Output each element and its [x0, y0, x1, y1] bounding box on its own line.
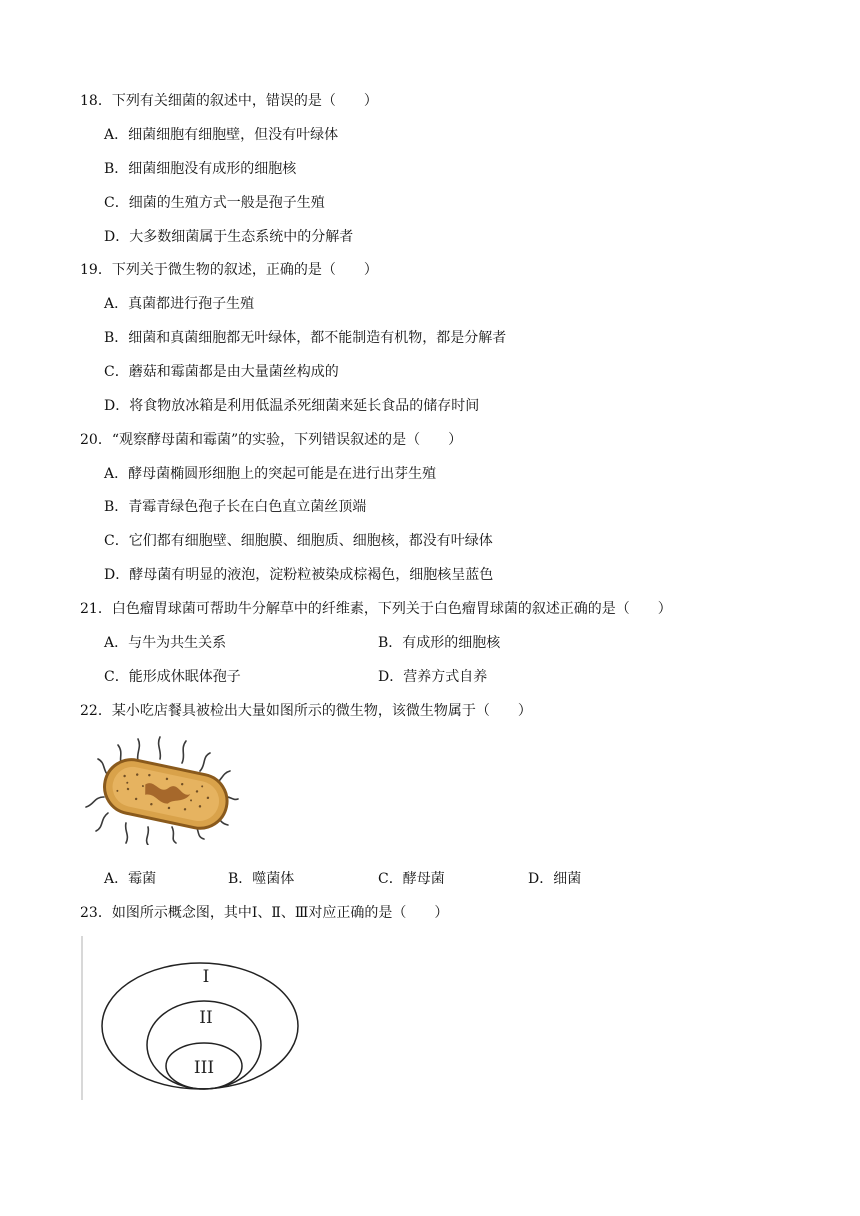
- q19-option-c: C．蘑菇和霉菌都是由大量菌丝构成的: [104, 364, 339, 380]
- q22-option-a: A．霉菌: [104, 871, 157, 887]
- q19-option-b: B．细菌和真菌细胞都无叶绿体，都不能制造有机物，都是分解者: [104, 330, 507, 346]
- q22-option-c: C．酵母菌: [378, 871, 445, 887]
- q21-option-d: D．营养方式自养: [378, 669, 488, 685]
- q18-option-d: D．大多数细菌属于生态系统中的分解者: [104, 229, 354, 245]
- q20-option-b: B．青霉青绿色孢子长在白色直立菌丝顶端: [104, 499, 367, 515]
- question-19-stem: 19．下列关于微生物的叙述，正确的是（ ）: [80, 262, 378, 278]
- q20-option-d: D．酵母菌有明显的液泡，淀粉粒被染成棕褐色，细胞核呈蓝色: [104, 567, 494, 583]
- q18-option-c: C．细菌的生殖方式一般是孢子生殖: [104, 195, 325, 211]
- q21-option-a: A．与牛为共生关系: [104, 635, 227, 651]
- q19-option-a: A．真菌都进行孢子生殖: [104, 296, 255, 312]
- bacterium-figure: [82, 735, 242, 845]
- question-18-stem: 18．下列有关细菌的叙述中，错误的是（ ）: [80, 93, 378, 109]
- q19-option-d: D．将食物放冰箱是利用低温杀死细菌来延长食品的储存时间: [104, 398, 480, 414]
- q18-option-a: A．细菌细胞有细胞壁，但没有叶绿体: [104, 127, 339, 143]
- question-21-stem: 21．白色瘤胃球菌可帮助牛分解草中的纤维素，下列关于白色瘤胃球菌的叙述正确的是（ ）: [80, 601, 672, 617]
- q21-option-b: B．有成形的细胞核: [378, 635, 501, 651]
- question-20-stem: 20．“观察酵母菌和霉菌”的实验，下列错误叙述的是（ ）: [80, 432, 463, 448]
- q21-option-c: C．能形成休眠体孢子: [104, 669, 241, 685]
- q22-option-d: D．细菌: [528, 871, 582, 887]
- label-II: II: [199, 1008, 213, 1028]
- q22-option-b: B．噬菌体: [228, 871, 295, 887]
- question-23-stem: 23．如图所示概念图，其中Ⅰ、Ⅱ、Ⅲ对应正确的是（ ）: [80, 905, 449, 921]
- question-22-stem: 22．某小吃店餐具被检出大量如图所示的微生物，该微生物属于（ ）: [80, 703, 532, 719]
- q20-option-c: C．它们都有细胞壁、细胞膜、细胞质、细胞核，都没有叶绿体: [104, 533, 493, 549]
- q18-option-b: B．细菌细胞没有成形的细胞核: [104, 161, 297, 177]
- label-III: III: [193, 1058, 215, 1078]
- concept-map-figure: [80, 934, 310, 1104]
- q20-option-a: A．酵母菌椭圆形细胞上的突起可能是在进行出芽生殖: [104, 466, 437, 482]
- label-I: I: [202, 967, 210, 987]
